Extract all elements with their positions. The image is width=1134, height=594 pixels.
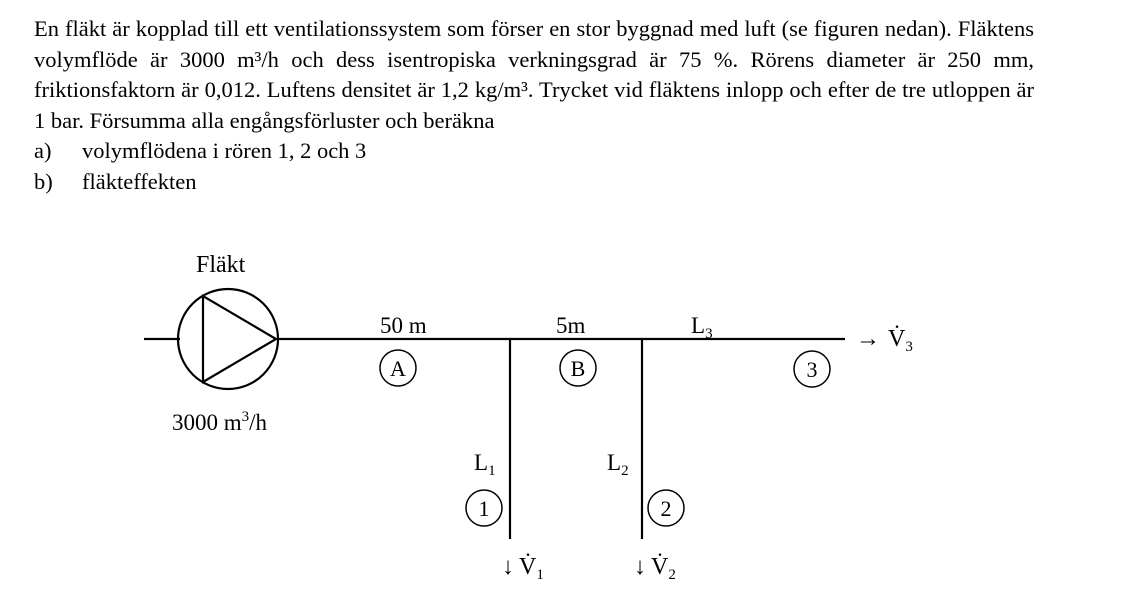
l1-sub: 1	[488, 463, 496, 479]
task-text: volymflödena i rören 1, 2 och 3	[82, 138, 367, 163]
pipe-2-label: 2	[660, 496, 672, 521]
arrow-down-icon: ↓	[502, 554, 514, 580]
task-marker: b)	[34, 168, 53, 194]
l3-base: L	[691, 313, 706, 338]
segment-a-length: 50 m	[380, 313, 427, 338]
v1-sub: 1	[536, 567, 544, 583]
l1-base: L	[474, 450, 489, 475]
l2-sub: 2	[621, 463, 629, 479]
pipe-3-label: 3	[806, 357, 818, 382]
fan-flow-value: 3000 m	[172, 410, 242, 435]
v2-base: V̇	[651, 554, 669, 580]
segment-b-label: B	[570, 356, 586, 381]
fan-flow-label	[172, 409, 268, 435]
task-marker: a)	[34, 138, 52, 163]
fan-icon	[178, 289, 278, 389]
segment-a-label: A	[390, 356, 406, 381]
problem-intro: En fläkt är kopplad till ett ventilationssystem som förser en stor byggnad med luft (se figuren nedan). Fläktens volymflöde är 3000 m³/h och dess isentropiska verkningsgrad är 75 %. Rörens diameter är 250 mm, friktionsfaktorn är 0,012. Luftens densitet är 1,2 kg/m³. Trycket vid fläktens inlopp och efter de tre utloppen är 1 bar. Försumma alla engångsförluster och beräkna	[34, 16, 1034, 133]
l2-base: L	[607, 450, 622, 475]
branch-l1-label	[474, 450, 496, 479]
fan-flow-unit: /h	[249, 410, 268, 435]
task-text: fläkteffekten	[82, 168, 197, 194]
segment-l3-label	[691, 313, 713, 342]
pipe-1-label: 1	[478, 496, 490, 521]
outlet-v1-label	[502, 554, 544, 583]
outlet-v2-label	[634, 554, 676, 583]
fan-triangle-icon	[203, 296, 276, 382]
outlet-v3-label	[856, 326, 913, 355]
fan-label: Fläkt	[196, 252, 246, 278]
segment-b-length: 5m	[556, 313, 586, 338]
arrow-down-icon: ↓	[634, 554, 646, 580]
v1-base: V̇	[519, 554, 537, 580]
v3-sub: 3	[905, 339, 913, 355]
fan-flow-exponent: 3	[241, 409, 250, 425]
v3-base: V̇	[888, 326, 906, 352]
branch-l2-label	[607, 450, 629, 479]
arrow-right-icon: →	[856, 326, 880, 352]
l3-sub: 3	[705, 326, 713, 342]
v2-sub: 2	[668, 567, 676, 583]
